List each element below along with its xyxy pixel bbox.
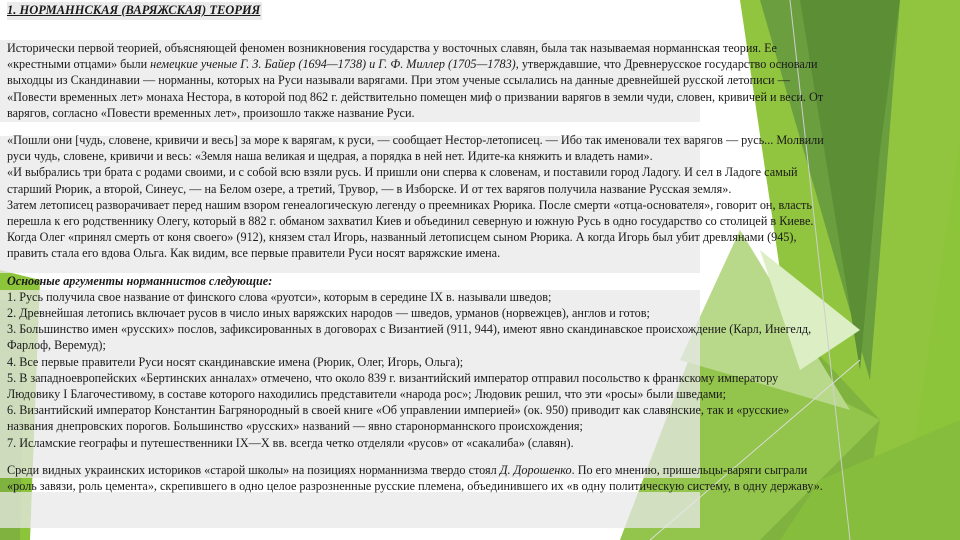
text-span: «крестными отцами» были xyxy=(7,57,151,72)
argument-line: 6. Византийский император Константин Багрянородный в своей книге «Об управлении империей» (ок. 950) приводит как славянские, так и «русские» xyxy=(7,403,790,418)
argument-line: названия днепровских порогов. Большинство «русских» названий — явно старонорманнского происхождения; xyxy=(7,419,583,434)
text-line: перешла к его родственнику Олегу, который в 882 г. обманом захватил Киев и объединил северную и южную Русь в одно государство со столицей в Киеве. xyxy=(7,214,814,229)
text-line: Исторически первой теорией, объясняющей феномен возникновения государства у восточных славян, была так называемая норманнская теория. Ее xyxy=(7,41,777,55)
text-line: старший Рюрик, а второй, Синеус, — на Белом озере, а третий, Трувор, — в Изборске. И от тех варягов получила название Русская земля». xyxy=(7,181,732,196)
text-line: «И выбрались три брата с родами своими, и с собой всю взяли русь. И пришли они сперва к словенам, и поставили город Ладогу. И сел в Ладоге самый xyxy=(7,165,798,180)
argument-line: 3. Большинство имен «русских» послов, зафиксированных в договорах с Византией (911, 944), имеют явно скандинавское происхождение (Карл, Инегелд, xyxy=(7,322,812,337)
argument-line: 4. Все первые правители Руси носят скандинавские имена (Рюрик, Олег, Игорь, Ольга); xyxy=(7,354,464,369)
arguments-list xyxy=(7,273,960,451)
argument-line: 1. Русь получила свое название от финского слова «руотси», которым в середине IX в. называли шведов; xyxy=(7,289,552,304)
text-line: «Повести временных лет» монаха Нестора, в которой под 862 г. действительно помещен миф о призвании варягов в земли чуди, словен, кривичей и веси. От xyxy=(7,89,824,104)
text-span: , утверждавшие, что Древнерусское государство основали xyxy=(515,57,818,72)
historian-name: Д. Дорошенко xyxy=(499,462,572,477)
text-span: . По его мнению, пришельцы-варяги сыграли xyxy=(571,462,808,477)
argument-line: 5. В западноевропейских «Бертинских анналах» отмечено, что около 839 г. византийский император отправил посольство к франкскому императору xyxy=(7,370,779,385)
text-line: «роль завязи, роль цемента», скрепившего в одно целое разрозненные русские племена, объединившего их «в одну политическую систему, в одну державу». xyxy=(7,479,823,494)
text-line xyxy=(7,462,960,478)
intro-paragraph xyxy=(7,40,960,121)
text-span: Среди видных украинских историков «старой школы» на позициях норманнизма твердо стоял xyxy=(7,462,500,477)
scholars-names: немецкие ученые Г. З. Байер (1694—1738) и Г. Ф. Миллер (1705—1783) xyxy=(150,57,516,72)
text-line: «Пошли они [чудь, словене, кривичи и весь] за море к варягам, к руси, — сообщает Нестор-летописец. — Ибо так именовали тех варягов — русь... Молвили xyxy=(7,133,824,148)
text-line xyxy=(7,56,960,72)
text-line: править стала его вдова Ольга. Как видим, все первые правители Руси носят варяжские имена. xyxy=(7,246,501,261)
argument-line: 2. Древнейшая летопись включает русов в число иных варяжских народов — шведов, урманов (норвежцев), англов и готов; xyxy=(7,306,650,321)
argument-line: 7. Исламские географы и путешественники IX—X вв. всегда четко отделяли «русов» от «сакалиба» (славян). xyxy=(7,435,574,450)
text-line: Когда Олег «принял смерть от коня своего» (912), князем стал Игорь, названный летописцем сыном Рюрика. А когда Игорь был убит древлянами (945), xyxy=(7,230,797,245)
argument-line: Людовику I Благочестивому, в составе которого находились представители «народа рос»; Людовик решил, что эти «росы» были шведами; xyxy=(7,387,726,402)
text-line: варягов, согласно «Повести временных лет», произошло также название Руси. xyxy=(7,105,415,120)
chronicle-quote-paragraph xyxy=(7,132,960,262)
arguments-heading: Основные аргументы норманнистов следующие: xyxy=(7,273,273,288)
argument-line: Фарлоф, Веремуд); xyxy=(7,338,106,353)
slide-title: 1. НОРМАННСКАЯ (ВАРЯЖСКАЯ) ТЕОРИЯ xyxy=(7,2,262,20)
doroshenko-paragraph xyxy=(7,462,960,494)
text-line: руси чудь, словене, кривичи и весь: «Земля наша великая и щедрая, а порядка в ней нет. Идите-ка княжить и владеть нами». xyxy=(7,149,653,164)
text-line: выходцы из Скандинавии — норманны, которых на Руси называли варягами. При этом ученые ссылались на данные древнейшей русской летописи — xyxy=(7,73,790,88)
text-line: Затем летописец разворачивает перед нашим взором генеалогическую легенду о преемниках Рюрика. После смерти «отца-основателя», говорит он, власть xyxy=(7,197,812,212)
